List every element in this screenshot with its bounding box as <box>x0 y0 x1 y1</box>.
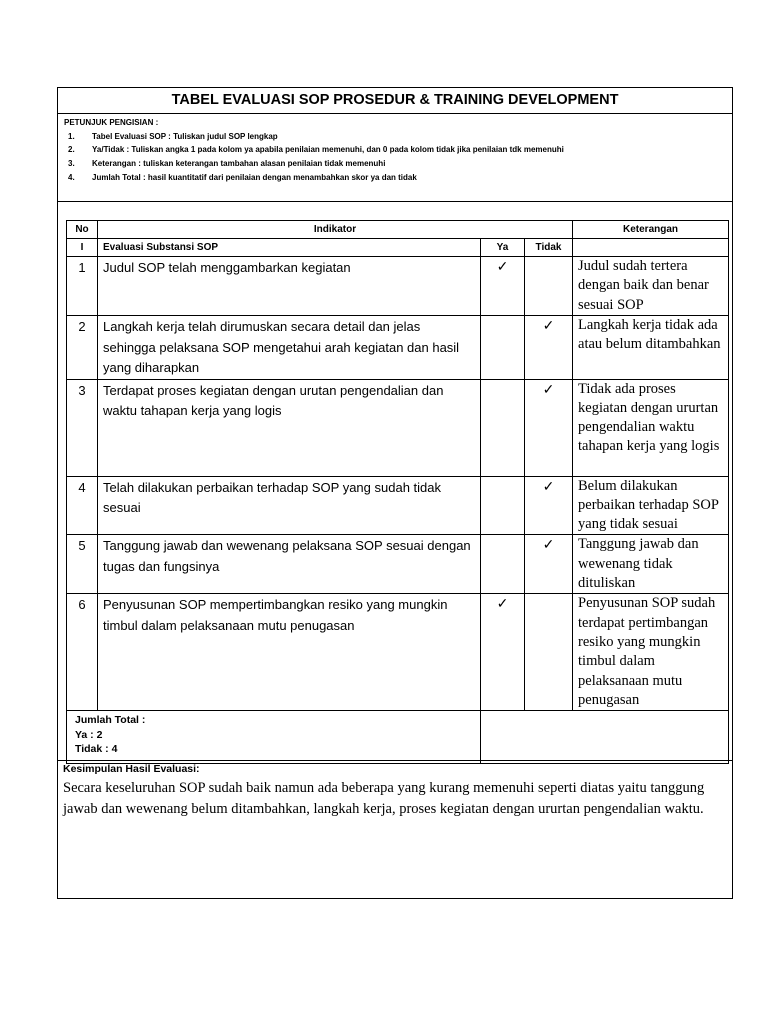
row-number: 1 <box>67 257 98 316</box>
evaluation-form <box>57 87 733 899</box>
header-keterangan-blank <box>573 239 729 257</box>
kesimpulan-section <box>63 763 723 819</box>
check-tidak <box>525 594 573 711</box>
total-tidak: Tidak : 4 <box>75 743 118 756</box>
instruction-text: Tabel Evaluasi SOP : Tuliskan judul SOP lengkap <box>92 131 278 141</box>
evaluation-table <box>66 220 729 764</box>
check-ya: ✓ <box>481 594 525 711</box>
table-row <box>67 379 729 476</box>
header-no: No <box>67 221 98 239</box>
header-indikator: Indikator <box>98 221 573 239</box>
row-number: 5 <box>67 535 98 594</box>
table-header-row <box>67 221 729 239</box>
document-title: TABEL EVALUASI SOP PROSEDUR & TRAINING DEVELOPMENT <box>58 88 732 114</box>
table-row <box>67 535 729 594</box>
instruction-number: 4. <box>68 172 75 182</box>
check-tidak <box>525 257 573 316</box>
instruction-text: Ya/Tidak : Tuliskan angka 1 pada kolom ya apabila penilaian memenuhi, dan 0 pada kolom tidak jika penilaian tdk memenuhi <box>92 145 564 155</box>
total-cell <box>67 711 481 764</box>
section-divider <box>58 201 732 202</box>
check-ya: ✓ <box>481 257 525 316</box>
check-tidak: ✓ <box>525 316 573 380</box>
row-keterangan: Judul sudah tertera dengan baik dan benar sesuai SOP <box>573 257 729 316</box>
instructions <box>64 116 724 185</box>
row-number: 4 <box>67 476 98 535</box>
kesimpulan-text: Secara keseluruhan SOP sudah baik namun ada beberapa yang kurang memenuhi seperti diatas yaitu tanggung jawab dan wewenang belum ditambahkan, langkah kerja, proses kegiatan dengan ururtan pengendalian waktu. <box>63 780 705 817</box>
row-keterangan: Tidak ada proses kegiatan dengan ururtan pengendalian waktu tahapan kerja yang logis <box>573 379 729 476</box>
check-ya <box>481 316 525 380</box>
total-blank-cell <box>481 711 729 764</box>
instruction-number: 2. <box>68 145 75 155</box>
row-indikator: Telah dilakukan perbaikan terhadap SOP yang sudah tidak sesuai <box>98 476 481 535</box>
instruction-item <box>64 143 724 157</box>
row-keterangan: Langkah kerja tidak ada atau belum ditambahkan <box>573 316 729 380</box>
section-label: Evaluasi Substansi SOP <box>98 239 481 257</box>
row-indikator: Penyusunan SOP mempertimbangkan resiko yang mungkin timbul dalam pelaksanaan mutu penugasan <box>98 594 481 711</box>
check-tidak: ✓ <box>525 476 573 535</box>
check-tidak: ✓ <box>525 535 573 594</box>
instruction-item <box>64 130 724 144</box>
instruction-text: Keterangan : tuliskan keterangan tambahan alasan penilaian tidak memenuhi <box>92 159 386 169</box>
row-keterangan: Tanggung jawab dan wewenang tidak dituliskan <box>573 535 729 594</box>
instruction-item <box>64 157 724 171</box>
row-indikator: Terdapat proses kegiatan dengan urutan pengendalian dan waktu tahapan kerja yang logis <box>98 379 481 476</box>
row-indikator: Langkah kerja telah dirumuskan secara detail dan jelas sehingga pelaksana SOP mengetahui arah kegiatan dan hasil yang diharapkan <box>98 316 481 380</box>
instruction-number: 1. <box>68 131 75 141</box>
row-keterangan: Belum dilakukan perbaikan terhadap SOP yang tidak sesuai <box>573 476 729 535</box>
total-label: Jumlah Total : <box>75 714 146 727</box>
instruction-text: Jumlah Total : hasil kuantitatif dari penilaian dengan menambahkan skor ya dan tidak <box>92 172 417 182</box>
row-number: 2 <box>67 316 98 380</box>
table-row <box>67 594 729 711</box>
row-indikator: Tanggung jawab dan wewenang pelaksana SOP sesuai dengan tugas dan fungsinya <box>98 535 481 594</box>
total-ya: Ya : 2 <box>75 728 103 741</box>
header-tidak: Tidak <box>525 239 573 257</box>
table-row <box>67 257 729 316</box>
instruction-number: 3. <box>68 159 75 169</box>
row-indikator: Judul SOP telah menggambarkan kegiatan <box>98 257 481 316</box>
row-number: 3 <box>67 379 98 476</box>
table-row <box>67 316 729 380</box>
check-ya <box>481 476 525 535</box>
table-row <box>67 476 729 535</box>
header-keterangan: Keterangan <box>573 221 729 239</box>
check-ya <box>481 535 525 594</box>
table-subheader-row <box>67 239 729 257</box>
section-divider <box>58 760 732 761</box>
row-keterangan: Penyusunan SOP sudah terdapat pertimbangan resiko yang mungkin timbul dalam pelaksanaan mutu penugasan <box>573 594 729 711</box>
row-number: 6 <box>67 594 98 711</box>
check-ya <box>481 379 525 476</box>
section-number: I <box>67 239 98 257</box>
check-tidak: ✓ <box>525 379 573 476</box>
instructions-list <box>64 130 724 185</box>
kesimpulan-heading: Kesimpulan Hasil Evaluasi: <box>63 763 200 775</box>
total-row <box>67 711 729 764</box>
header-ya: Ya <box>481 239 525 257</box>
instruction-item <box>64 171 724 185</box>
instructions-heading: PETUNJUK PENGISIAN : <box>64 118 159 127</box>
